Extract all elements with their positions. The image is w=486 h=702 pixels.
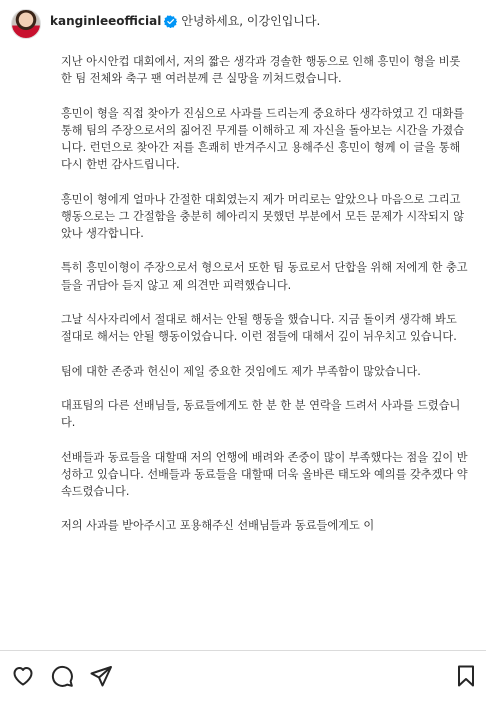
username[interactable]: kanginleeofficial xyxy=(50,14,162,28)
heart-icon[interactable] xyxy=(11,664,35,688)
share-icon[interactable] xyxy=(89,664,113,688)
caption-paragraph: 선배들과 동료들을 대할때 저의 언행에 배려와 존중이 많이 부족했다는 점을 깊이 반성하고 있습니다. 선배들과 동료들을 대할때 더욱 올바른 태도와 예의를 갖추겠다 약속드렸습니다. xyxy=(61,450,468,498)
caption-paragraph: 흥민이 형을 직접 찾아가 진심으로 사과를 드리는게 중요하다 생각하였고 긴 대화를 통해 팀의 주장으로서의 짊어진 무게를 이해하고 제 자신을 돌아보는 시간을 가졌습니다. 런던으로 찾아간 저를 흔쾌히 반겨주시고 용해주신 흥민이 형께 이 글을 통해 다시 한번 감사드립니다. xyxy=(61,106,465,172)
verified-badge-icon xyxy=(164,15,177,28)
caption-first-line: 안녕하세요, 이강인입니다. xyxy=(181,14,321,28)
caption-paragraph: 팀에 대한 존중과 헌신이 제일 중요한 것임에도 제가 부족함이 많았습니다. xyxy=(61,364,421,378)
caption-body xyxy=(61,53,471,552)
caption-paragraph: 저의 사과를 받아주시고 포용해주신 선배님들과 동료들에게도 이 xyxy=(61,519,375,533)
bookmark-icon[interactable] xyxy=(454,664,478,688)
caption-paragraph: 대표팀의 다른 선배님들, 동료들에게도 한 분 한 분 연락을 드려서 사과를 드렸습니다. xyxy=(61,398,461,430)
comment-icon[interactable] xyxy=(50,664,74,688)
caption-header xyxy=(50,13,320,29)
caption-paragraph: 흥민이 형에게 얼마나 간절한 대회였는지 제가 머리로는 알았으나 마음으로 그리고 행동으로는 그 간절함을 충분히 헤아리지 못했던 부분에서 모든 문제가 시작되지 않았나 생각합니다. xyxy=(61,192,465,240)
caption-paragraph: 그날 식사자리에서 절대로 해서는 안될 행동을 했습니다. 지금 돌이켜 생각해 봐도 절대로 해서는 안될 행동이었습니다. 이런 점들에 대해서 깊이 뉘우치고 있습니다. xyxy=(61,312,457,344)
caption-paragraph: 특히 흥민이형이 주장으로서 형으로서 또한 팀 동료로서 단합을 위해 저에게 한 충고들을 귀담아 듣지 않고 제 의견만 피력했습니다. xyxy=(61,261,468,292)
caption-paragraph: 지난 아시안컵 대회에서, 저의 짧은 생각과 경솔한 행동으로 인해 흥민이 형을 비롯한 팀 전체와 축구 팬 여러분께 큰 실망을 끼쳐드렸습니다. xyxy=(61,55,461,86)
post-header xyxy=(11,9,478,39)
avatar[interactable] xyxy=(11,9,41,39)
